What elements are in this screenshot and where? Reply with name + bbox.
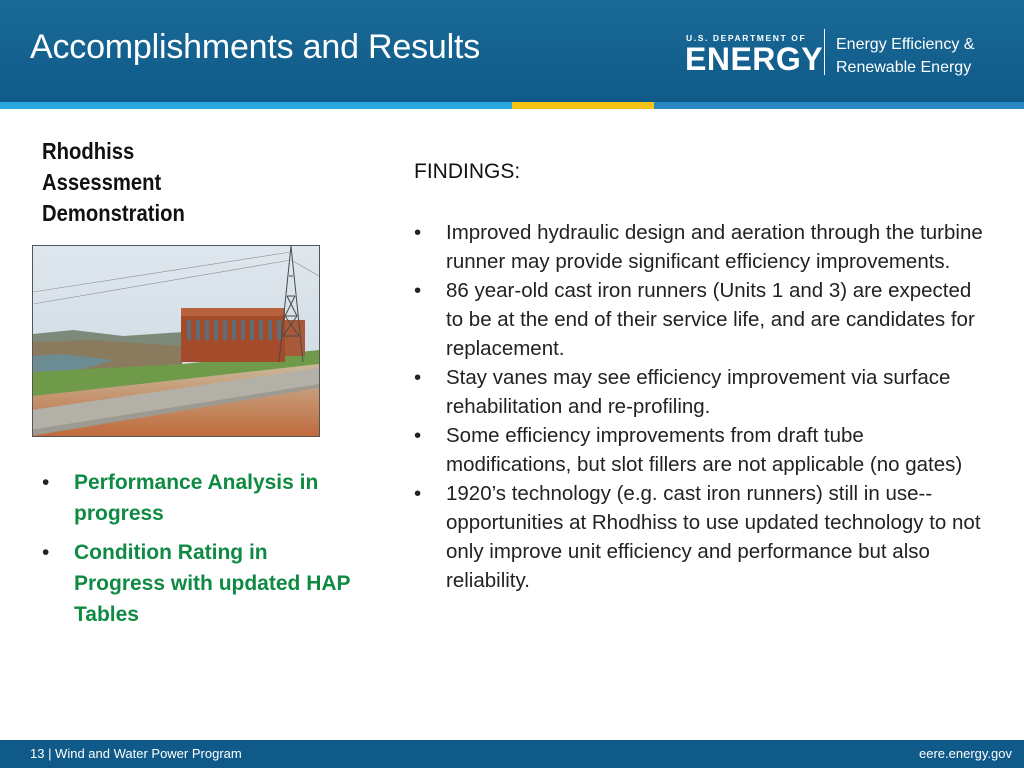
- footer-page-program: 13 | Wind and Water Power Program: [30, 746, 242, 761]
- status-item: [42, 537, 352, 630]
- finding-text: Stay vanes may see efficiency improvement via surface rehabilitation and re-profiling.: [446, 366, 951, 418]
- stripe-yellow: [512, 102, 654, 109]
- slide-footer: [0, 740, 1024, 768]
- logo-department-line: U.S. DEPARTMENT OF: [686, 33, 807, 43]
- bullet-icon: •: [414, 482, 422, 505]
- finding-text: Some efficiency improvements from draft tube modifications, but slot fillers are not applicable (no gates): [446, 424, 963, 476]
- logo-agency-wordmark: ENERGY: [685, 41, 824, 77]
- finding-text: 86 year-old cast iron runners (Units 1 and 3) are expected to be at the end of their service life, and are candidates for replacement.: [446, 279, 975, 360]
- logo-office-line-2: Renewable Energy: [836, 59, 972, 76]
- section-subtitle: [42, 136, 244, 229]
- slide-title: Accomplishments and Results: [30, 28, 481, 66]
- findings-heading: FINDINGS:: [414, 160, 521, 183]
- subtitle-line-2: Assessment: [42, 169, 162, 195]
- finding-text: Improved hydraulic design and aeration through the turbine runner may provide significant efficiency improvements.: [446, 221, 983, 273]
- bullet-icon: •: [42, 471, 50, 494]
- bullet-icon: •: [414, 279, 422, 302]
- finding-item: [414, 421, 994, 479]
- footer-website: eere.energy.gov: [919, 746, 1012, 761]
- finding-item: [414, 276, 994, 363]
- subtitle-line-3: Demonstration: [42, 200, 185, 226]
- subtitle-line-1: Rhodhiss: [42, 138, 135, 164]
- status-item-text: Performance Analysis in progress: [74, 471, 319, 525]
- stripe-light-blue: [0, 102, 512, 109]
- doe-eere-logo: [686, 33, 1006, 83]
- header-color-stripe: [0, 102, 1024, 109]
- status-item-text: Condition Rating in Progress with updated HAP Tables: [74, 541, 351, 626]
- stripe-mid-blue: [654, 102, 1024, 109]
- bullet-icon: •: [42, 541, 50, 564]
- logo-divider: [824, 29, 825, 75]
- finding-item: [414, 363, 994, 421]
- finding-item: [414, 479, 994, 595]
- findings-list: [414, 218, 994, 595]
- logo-office-name: [836, 33, 974, 79]
- status-list: [42, 467, 352, 638]
- bullet-icon: •: [414, 424, 422, 447]
- bullet-icon: •: [414, 221, 422, 244]
- bullet-icon: •: [414, 366, 422, 389]
- finding-text: 1920’s technology (e.g. cast iron runners) still in use--opportunities at Rhodhiss to use updated technology to not only improve unit efficiency and performance but also reliability.: [446, 482, 981, 592]
- finding-item: [414, 218, 994, 276]
- status-item: [42, 467, 352, 529]
- slide-header: [0, 0, 1024, 102]
- logo-office-line-1: Energy Efficiency &: [836, 36, 975, 53]
- hydropower-plant-photo: [32, 245, 320, 437]
